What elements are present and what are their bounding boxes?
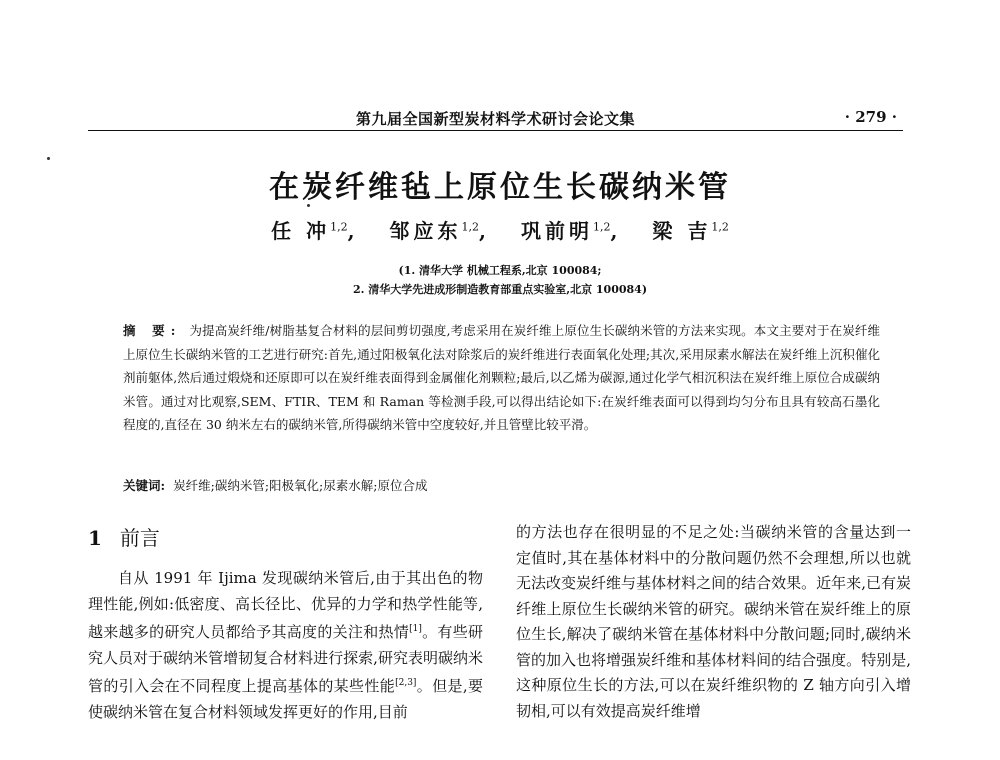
citation: [2,3]: [395, 678, 417, 688]
paper-title: 在炭纤维毡上原位生长碳纳米管: [269, 170, 731, 205]
running-header: [88, 108, 903, 131]
body-paragraph: 自从 1991 年 Ijima 发现碳纳米管后,由于其出色的物理性能,例如:低密度、高长径比、优异的力学和热学性能等,越来越多的研究人员都给予其高度的关注和热情[1]。有些研究人员对于碳纳米管增韧复合材料进行探索,研究表明碳纳米管的引入会在不同程度上提高基体的某些性能[2,3]。但是,要使碳纳米管在复合材料领域发挥更好的作用,目前: [88, 569, 483, 721]
citation: [1]: [409, 624, 422, 634]
abstract-label: 摘 要:: [123, 323, 182, 338]
author: 任 冲$^{1,2}$,: [271, 219, 359, 243]
abstract-text: 为提高炭纤维/树脂基复合材料的层间剪切强度,考虑采用在炭纤维上原位生长碳纳米管的方法来实现。本文主要对于在炭纤维上原位生长碳纳米管的工艺进行研究:首先,通过阳极氧化法对除浆后的炭纤维进行表面氧化处理;其次,采用尿素水解法在炭纤维上沉积催化剂前躯体,然后通过煅烧和还原即可以在炭纤维表面得到金属催化剂颗粒;最后,以乙烯为碳源,通过化学气相沉积法在炭纤维上原位合成碳纳米管。通过对比观察,SEM、FTIR、TEM 和 Raman 等检测手段,可以得出结论如下:在炭纤维表面可以得到均匀分布且具有较高石墨化程度的,直径在 30 纳米左右的碳纳米管,所得碳纳米管中空度较好,并且管壁比较平滑。: [123, 323, 881, 432]
journal-title: 第九届全国新型炭材料学术研讨会论文集: [355, 110, 635, 128]
keywords: [123, 474, 880, 497]
body-paragraph: 的方法也存在很明显的不足之处:当碳纳米管的含量达到一定值时,其在基体材料中的分散问题仍然不会理想,所以也就无法改变炭纤维与基体材料之间的结合效果。近年来,已有炭纤维上原位生长碳纳米管的研究。碳纳米管在炭纤维上的原位生长,解决了碳纳米管在基体材料中分散问题;同时,碳纳米管的加入也将增强炭纤维和基体材料间的结合强度。特别是,这种原位生长的方法,可以在炭纤维织物的 Z 轴方向引入增韧相,可以有效提高炭纤维增: [516, 523, 911, 720]
author-list: [0, 215, 1000, 244]
left-column: [88, 520, 483, 725]
section-title: 前言: [119, 526, 160, 550]
keywords-text: 炭纤维;碳纳米管;阳极氧化;尿素水解;原位合成: [173, 478, 428, 493]
affiliation-1: (1. 清华大学 机械工程系,北京 100084;: [398, 264, 602, 277]
affiliation-2: 2. 清华大学先进成形制造教育部重点实验室,北京 100084): [352, 283, 648, 296]
scan-speck: [47, 157, 50, 160]
author: 巩前明$^{1,2}$,: [520, 219, 622, 243]
abstract: [123, 319, 880, 437]
page-number: · 279 ·: [844, 108, 897, 126]
section-number: 1: [88, 526, 102, 550]
keywords-label: 关键词:: [123, 478, 166, 493]
author: 邹应东$^{1,2}$,: [389, 219, 490, 243]
right-column: [516, 520, 911, 724]
author: 梁 吉$^{1,2}$: [652, 219, 729, 243]
section-heading: [88, 520, 483, 556]
